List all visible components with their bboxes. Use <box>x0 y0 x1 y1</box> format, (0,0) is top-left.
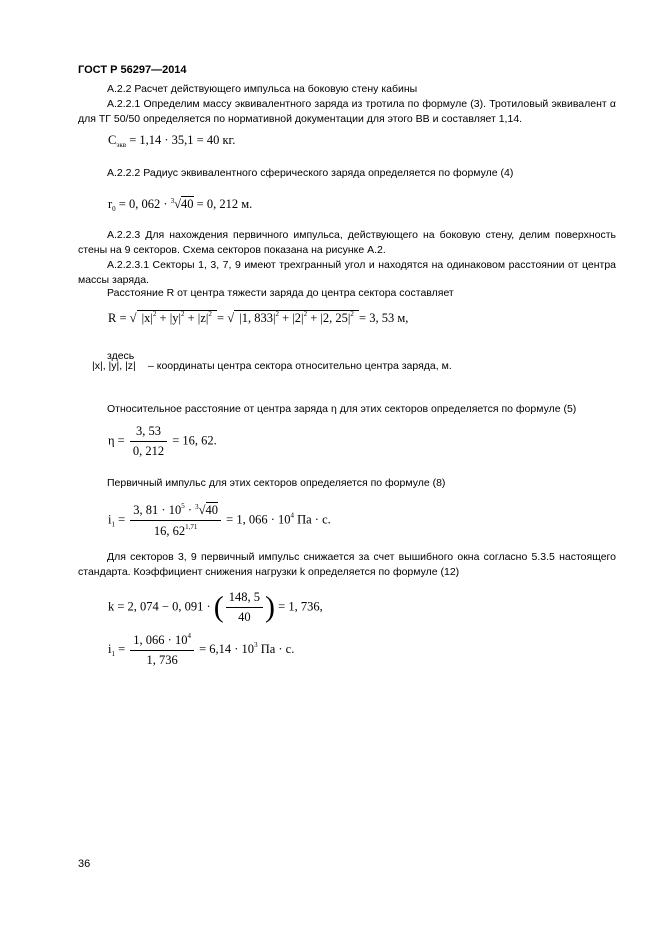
formula-primary-impulse: $i_1$ = $\frac{3, 81 \cdot 10^5 \cdot ^3√40}{16, 62^{1,71}}$ = 1, $066 \cdot 10^4$ Па · с. <box>108 502 331 538</box>
formula-charge-radius: $r_0 = 0$, 062 · $^3$√40 = 0, 212 м. <box>108 197 253 214</box>
formula-reduction-coefficient: k = 2, 074 − 0, 091 · ( $\frac{148, 5}{40}$ ) = 1, 736, <box>108 590 323 624</box>
radical-sign: √ <box>174 197 182 212</box>
paragraph-a223: А.2.2.3 Для нахождения первичного импульса, действующего на боковую стену, делим поверхность стены на 9 секторов. Схема секторов показана на рисунке А.2. <box>78 229 616 256</box>
formula-relative-distance: η = $\frac{3, 53}{0, 212}$ = 16, 62. <box>108 424 217 458</box>
radical-sign: √ <box>198 503 206 517</box>
fraction: $\frac{148, 5}{40}$ <box>226 590 263 625</box>
radical-sign: √ <box>227 311 235 325</box>
formula-charge-mass: $C_{экв} = 1,14 \cdot 35,1 = 40$ кг. <box>108 133 236 149</box>
paragraph-a222: А.2.2.2 Радиус эквивалентного сферического заряда определяется по формуле (4) <box>107 167 514 179</box>
paragraph-sectors-3-9: Для секторов 3, 9 первичный импульс снижается за счет вышибного окна согласно 5.3.5 настоящего стандарта. Коэффициент снижения нагрузки k определяется по формуле (12) <box>78 551 616 578</box>
paragraph-distance: Расстояние R от центра тяжести заряда до центра сектора составляет <box>107 287 454 299</box>
page-number: 36 <box>78 858 91 870</box>
paragraph-a221: А.2.2.1 Определим массу эквивалентного заряда из тротила по формуле (3). Тротиловый эквивалент α для ТГ 50/50 определяется по нормативной документации для этого ВВ и составляет 1,14. <box>78 98 616 125</box>
formula-distance: R = √ $|x|^2 + |y|^2 + |z|^2$ = √ |1, $833|^2 + |2|^2 + |2$, $25|^2 = 3$, 53 м, <box>108 310 409 325</box>
document-header: ГОСТ Р 56297—2014 <box>78 64 187 76</box>
formula-reduced-impulse: $i_1$ = $\frac{1, 066 \cdot 10^4}{1, 736}$ = $6,14 \cdot 10^3$ Па · с. <box>108 632 295 667</box>
fraction: $\frac{3, 53}{0, 212}$ <box>130 424 167 459</box>
fraction: $\frac{3, 81 \cdot 10^5 \cdot ^3√40}{16, 62^{1,71}}$ <box>130 502 221 539</box>
paragraph-a2231: А.2.2.3.1 Секторы 1, 3, 7, 9 имеют трехгранный угол и находятся на одинаковом расстоянии от центра массы заряда. <box>78 259 616 286</box>
paragraph-relative-distance: Относительное расстояние от центра заряда η для этих секторов определяется по формуле (5) <box>107 403 577 415</box>
fraction: $\frac{1, 066 \cdot 10^4}{1, 736}$ <box>130 632 194 668</box>
paragraph-here: здесь <box>107 350 135 362</box>
radical-sign: √ <box>129 311 137 325</box>
legend-description: – координаты центра сектора относительно центра заряда, м. <box>148 360 452 372</box>
paragraph-a22: А.2.2 Расчет действующего импульса на боковую стену кабины <box>107 83 418 95</box>
paragraph-primary-impulse: Первичный импульс для этих секторов определяется по формуле (8) <box>107 477 446 489</box>
legend-symbols: |x|, |y|, |z| <box>92 360 136 372</box>
